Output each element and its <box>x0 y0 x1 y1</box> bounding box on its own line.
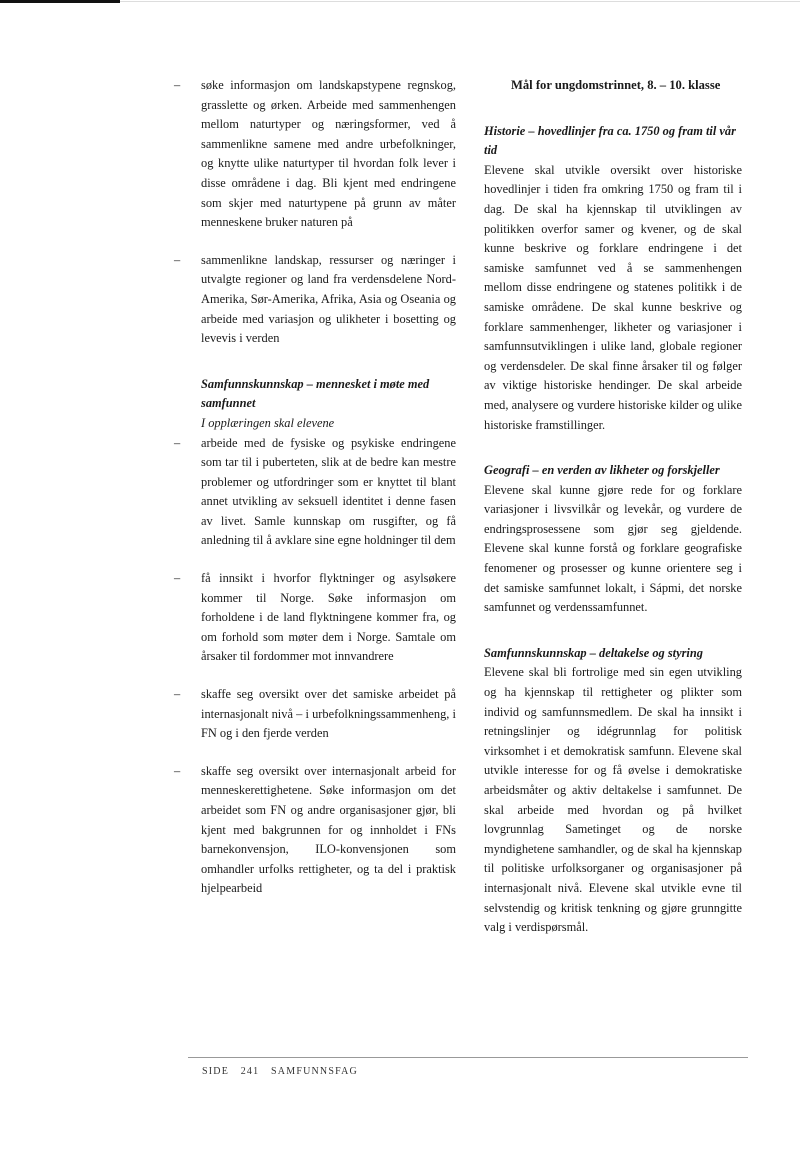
footer-subject: SAMFUNNSFAG <box>271 1066 358 1077</box>
list-item-text: få innsikt i hvorfor flyktninger og asylsøkere kommer til Norge. Søke informasjon om forholdene i de land flyktningene kommer fra, og om forhold som møter dem i Norge. Samtale om årsaker til fordommer mot innvandrere <box>201 571 456 664</box>
list-item-text: skaffe seg oversikt over internasjonalt arbeid for menneskerettighetene. Søke informasjon om det arbeidet som FN og andre organisasjoner gjør, bli kjent med bakgrunnen for og innholdet i FNs barnekonvensjon, ILO-konvensjonen som omhandler urfolks rettigheter, og ta del i praktisk hjelpearbeid <box>201 763 456 896</box>
section-body-geography: Elevene skal kunne gjøre rede for og forklare variasjoner i livsvilkår og levekår, og vurdere de endringsprosessene som gjør seg gjeldende. Elevene skal kunne forstå og forklare geografiske fenomener og prosesser og kunne orientere seg i det samiske samfunnet lokalt, i Sápmi, det norske samfunnet og verdenssamfunnet. <box>484 482 742 615</box>
section-heading-civics: Samfunnskunnskap – deltakelse og styring <box>484 645 703 660</box>
scan-edge-line <box>120 1 800 2</box>
scan-edge-mark <box>0 0 120 3</box>
list-item-text: sammenlikne landskap, ressurser og næringer i utvalgte regioner og land fra verdensdelene Nord-Amerika, Sør-Amerika, Afrika, Asia og Oseania og arbeide med variasjon og ulikheter i bosetting og levevis i verden <box>201 252 456 346</box>
page-heading: Mål for ungdomstrinnet, 8. – 10. klasse <box>511 78 721 92</box>
section-heading: Samfunnskunnskap – mennesket i møte med samfunnet <box>201 376 430 411</box>
list-item <box>174 762 456 899</box>
bullet-dash: – <box>174 571 181 586</box>
list-item-text: arbeide med de fysiske og psykiske endringene som tar til i puberteten, slik at de bedre kan mestre problemer og utfordringer som er knyttet til blant annet utvikling av seksuell identitet i denne fasen av livet. Samle kunnskap om rusgifter, og få anledning til å avklare sine egne holdninger til dem <box>201 435 456 548</box>
section-body-history: Elevene skal utvikle oversikt over historiske hovedlinjer i tiden fra omkring 1750 og fram til i dag. De skal ha kjennskap til utviklingen av politikken overfor samer og kvener, og de skal kunne beskrive og forklare endringene i det samiske samfunnet ved å se sammenhengen mellom disse endringene og statenes politikk i de samiske områdene. De skal kunne beskrive og forklare sammenhenger, likheter og variasjoner i samfunnsutviklingen i ulike land, globale regioner og verdensdeler. De skal finne årsaker til og følger av viktige historiske hendinger. De skal arbeide med, analysere og vurdere historiske kilder og ulike historiske framstillinger. <box>484 162 742 432</box>
section-body-civics: Elevene skal bli fortrolige med sin egen utvikling og ha kjennskap til rettigheter og plikter som individ og samfunnsmedlem. De skal ha innsikt i retningslinjer og idégrunnlag for politisk virksomhet i et demokratisk samfunn. Elevene skal utvikle interesse for og få øvelse i demokratiske arbeidsmåter og aktiv deltakelse i samfunnet. De skal arbeide med hvordan og på hvilket lovgrunnlag Sametinget og de norske myndighetene samhandler, og de skal ha kjennskap til politiske urfolksorganer og organisasjoner på internasjonalt nivå. Elevene skal utvikle evne til selvstendig og kritisk tenkning og gjøre grunngitte valg i verdispørsmål. <box>484 665 742 935</box>
list-item-text: skaffe seg oversikt over det samiske arbeidet på internasjonalt nivå – i urbefolkningssammenheng, i FN og i den fjerde verden <box>201 687 456 741</box>
bullet-dash: – <box>174 687 181 702</box>
list-item <box>174 76 456 233</box>
bullet-dash: – <box>174 252 181 267</box>
section-heading-history: Historie – hovedlinjer fra ca. 1750 og fram til vår tid <box>484 123 736 158</box>
footer-rule <box>188 1057 748 1058</box>
list-item-text: søke informasjon om landskapstypene regnskog, grasslette og ørken. Arbeide med sammenhengen mellom naturtyper og næringsformer, ved å sammenlikne samene med andre urbefolkninger, og knytte ulike naturtyper til hvordan folk lever i disse områdene i dag. Bli kjent med endringene som skjer med naturtypene på grunn av måter menneskene bruker naturen på <box>201 78 456 230</box>
page-footer <box>202 1066 366 1077</box>
section-heading-geography: Geografi – en verden av likheter og forskjeller <box>484 463 720 478</box>
footer-side-label: SIDE <box>202 1066 230 1077</box>
right-column <box>484 76 742 938</box>
left-column <box>174 76 456 899</box>
section-subheading: I opplæringen skal elevene <box>201 415 335 430</box>
bullet-dash: – <box>174 435 181 450</box>
page-number: 241 <box>240 1066 260 1077</box>
bullet-dash: – <box>174 763 181 778</box>
list-item <box>174 685 456 744</box>
list-item <box>174 251 456 349</box>
list-item <box>174 569 456 667</box>
bullet-dash: – <box>174 78 181 92</box>
list-item <box>174 434 456 552</box>
